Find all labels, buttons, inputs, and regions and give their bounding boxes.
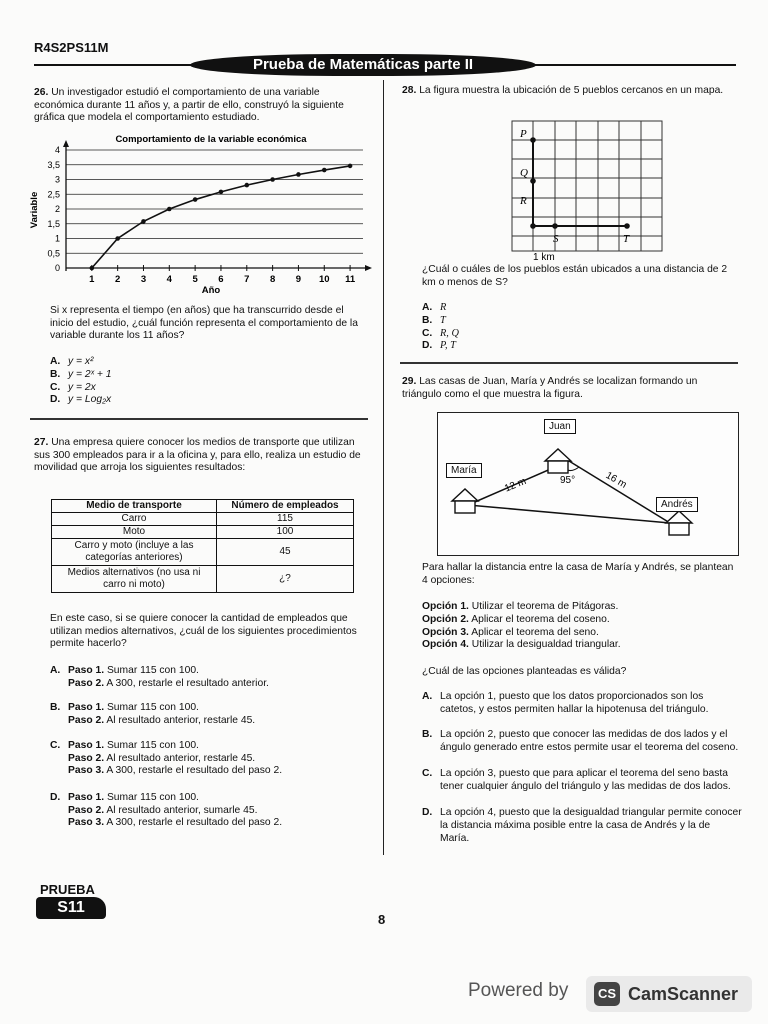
table-row: Carro y moto (incluye a las categorías anteriores) 45	[52, 539, 354, 566]
q27-header-numero: Número de empleados	[217, 500, 354, 513]
q26-number: 26.	[34, 87, 49, 98]
q29-opcion-2: Opción 2. Aplicar el teorema del coseno.	[422, 613, 610, 625]
chart-xtick-label: 3	[140, 274, 147, 285]
q29-figure	[437, 412, 739, 556]
camscanner-brand: CamScanner	[628, 984, 739, 1004]
q26-stem	[34, 87, 364, 125]
town-s-label: S	[553, 233, 559, 245]
chart-ytick-label: 1	[54, 233, 60, 244]
chart-xtick-label: 8	[269, 274, 276, 285]
chart-point	[90, 266, 95, 271]
chart-xlabel: Año	[201, 285, 221, 296]
q27-question: En este caso, si se quiere conocer la cantidad de empleados que utilizan medios alternativos, ¿cuál de los siguientes procedimientos permite hacerlo?	[50, 613, 357, 650]
chart-ytick-label: 2,5	[47, 189, 60, 200]
side-16m: 16 m	[603, 470, 629, 491]
chart-xtick-label: 2	[115, 274, 121, 285]
q29-intro: Para hallar la distancia entre la casa de María y Andrés, se plantean 4 opciones:	[422, 562, 734, 586]
chart-x-arrow	[365, 265, 372, 271]
chart-point	[219, 190, 224, 195]
chart-point	[244, 183, 249, 188]
table-row: Moto 100	[52, 526, 354, 539]
q28-options	[422, 302, 459, 353]
angle-95: 95°	[560, 475, 576, 486]
town-q-label: Q	[520, 167, 528, 179]
q26-chart	[28, 128, 373, 296]
q28-text: La figura muestra la ubicación de 5 pueblos cercanos en un mapa.	[419, 85, 724, 96]
chart-xtick-label: 4	[166, 274, 172, 285]
chart-xtick-label: 5	[192, 274, 198, 285]
footer-s11-badge: S11	[36, 897, 106, 919]
q28-map-grid	[505, 118, 665, 260]
chart-ytick-label: 2	[54, 204, 60, 214]
q29-option-c[interactable]: C. La opción 3, puesto que para aplicar el teorema del seno basta tener cualquier ángulo del triángulo y las medidas de dos lados.	[422, 768, 731, 792]
chart-ytick-label: 4	[54, 145, 60, 155]
chart-point	[270, 177, 275, 182]
q28-option-b[interactable]: B. T	[422, 314, 446, 326]
chart-ytick-label: 3	[54, 174, 60, 185]
q29-option-d[interactable]: D. La opción 4, puesto que la desigualdad triangular permite conocer la distancia máxima posible entre la casa de Andrés y la de María.	[422, 807, 742, 844]
town-p-label: P	[520, 128, 527, 140]
map-scale-label: 1 km	[533, 252, 555, 260]
page-number: 8	[378, 912, 386, 927]
chart-xtick-label: 11	[345, 274, 356, 285]
q29-option-a[interactable]: A. La opción 1, puesto que los datos proporcionados son los catetos, y estos permiten hallar la hipotenusa del triángulo.	[422, 691, 709, 715]
q29-opcion-3: Opción 3. Aplicar el teorema del seno.	[422, 626, 599, 638]
chart-xtick-label: 10	[318, 274, 330, 285]
label-andres: Andrés	[656, 497, 698, 512]
q26-option-b[interactable]: B. y = 2ˣ + 1	[50, 368, 112, 380]
chart-y-arrow	[63, 140, 69, 147]
q27-header-medio: Medio de transporte	[52, 500, 217, 513]
q27-number: 27.	[34, 437, 49, 448]
q27-table	[51, 499, 354, 593]
town-r-label: R	[520, 195, 527, 207]
footer-prueba: PRUEBA	[40, 882, 95, 897]
chart-point	[348, 164, 353, 169]
q28-option-c[interactable]: C. R, Q	[422, 327, 459, 339]
chart-xtick-label: 9	[295, 274, 302, 285]
q27-option-a[interactable]: A. Paso 1. Sumar 115 con 100. Paso 2. A 300, restarle el resultado anterior.	[50, 665, 269, 689]
q29-opcion-4: Opción 4. Utilizar la desigualdad triangular.	[422, 639, 621, 651]
q26-text: Un investigador estudió el comportamiento de una variable económica durante 11 años y, a partir de ello, construyó la siguiente gráfica que modela el comportamiento estudiado.	[34, 87, 344, 124]
q29-opciones	[422, 601, 621, 652]
side-12m: 12 m	[503, 475, 528, 495]
q29-number: 29.	[402, 376, 417, 387]
q29-stem	[402, 376, 738, 401]
q29-question: ¿Cuál de las opciones planteadas es válida?	[422, 666, 627, 677]
q28-stem	[402, 85, 738, 98]
q26-options	[50, 356, 112, 407]
q28-question: ¿Cuál o cuáles de los pueblos están ubicados a una distancia de 2 km o menos de S?	[422, 264, 728, 288]
chart-ytick-label: 0	[54, 263, 60, 273]
chart-xtick-label: 1	[89, 274, 95, 285]
label-juan: Juan	[544, 419, 576, 434]
chart-point	[167, 207, 172, 212]
chart-ytick-label: 0,5	[47, 248, 60, 259]
column-divider	[383, 80, 384, 855]
chart-point	[193, 197, 198, 202]
q28-option-a[interactable]: A. R	[422, 302, 447, 313]
label-maria: María	[446, 463, 482, 478]
q29-text: Las casas de Juan, María y Andrés se localizan formando un triángulo como el que muestra la figura.	[402, 376, 698, 400]
chart-title: Comportamiento de la variable económica	[115, 134, 307, 145]
q26-question: Si x representa el tiempo (en años) que ha transcurrido desde el inicio del estudio, ¿cuál función representa el comportamiento de la variable durante los 11 años?	[50, 305, 358, 342]
chart-point	[322, 168, 327, 173]
powered-by-text: Powered by	[468, 980, 569, 1001]
chart-series-line	[92, 166, 350, 268]
q29-opcion-1: Opción 1. Utilizar el teorema de Pitágoras.	[422, 601, 619, 612]
chart-xtick-label: 7	[244, 274, 250, 285]
q26-option-c[interactable]: C. y = 2x	[50, 381, 96, 393]
chart-point	[296, 172, 301, 177]
q28-number: 28.	[402, 85, 417, 96]
chart-point	[141, 219, 146, 224]
chart-ytick-label: 1,5	[47, 218, 60, 229]
q27-option-d[interactable]: D. Paso 1. Sumar 115 con 100. Paso 2. Al resultado anterior, sumarle 45. Paso 3. A 300, restarle el resultado del paso 2.	[50, 792, 283, 829]
q27-text: Una empresa quiere conocer los medios de transporte que utilizan sus 300 empleados para ir a la oficina y, para ello, realiza un estudio de movilidad que arroja los siguientes resultados:	[34, 437, 361, 474]
town-t-label: T	[623, 233, 630, 245]
exam-code: R4S2PS11M	[34, 40, 109, 55]
q28-separator	[400, 362, 738, 364]
chart-point	[115, 236, 120, 241]
chart-ylabel: Variable	[29, 191, 40, 229]
q27-option-c[interactable]: C. Paso 1. Sumar 115 con 100. Paso 2. Al resultado anterior, restarle 45. Paso 3. A 300, restarle el resultado del paso 2.	[50, 740, 283, 777]
camscanner-logo-icon: CS	[594, 982, 620, 1006]
chart-ytick-label: 3,5	[47, 159, 60, 170]
q27-stem	[34, 437, 364, 475]
table-row: Medios alternativos (no usa ni carro ni moto) ¿?	[52, 566, 354, 593]
q26-option-a[interactable]: A. y = x²	[50, 356, 94, 367]
q28-option-d[interactable]: D. P, T	[422, 340, 456, 352]
q26-option-d[interactable]: D. y = Log₂x	[50, 394, 112, 406]
q29-option-b[interactable]: B. La opción 2, puesto que conocer las medidas de dos lados y el ángulo generado entre estos permite usar el teorema del coseno.	[422, 729, 739, 753]
exam-banner: Prueba de Matemáticas parte II	[190, 54, 536, 76]
chart-xtick-label: 6	[218, 274, 224, 285]
q27-option-b[interactable]: B. Paso 1. Sumar 115 con 100. Paso 2. Al resultado anterior, restarle 45.	[50, 702, 256, 726]
table-row: Carro 115	[52, 513, 354, 526]
q26-separator	[30, 418, 368, 420]
